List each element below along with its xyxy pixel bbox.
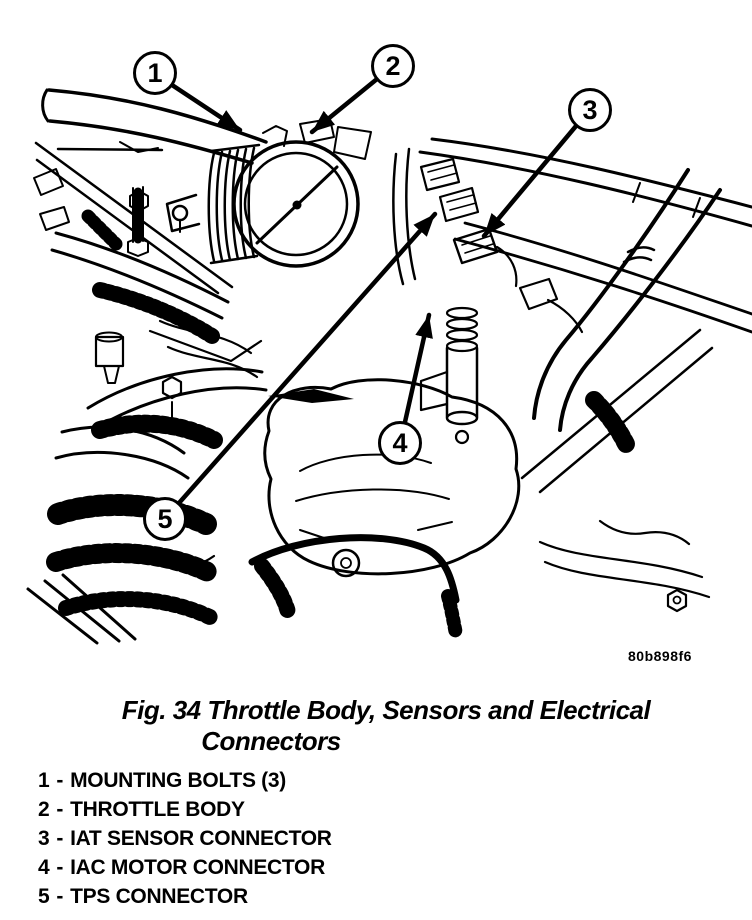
image-code: 80b898f6 — [628, 648, 692, 664]
legend-item-4-number: 4 — [38, 856, 50, 879]
callout-4-number: 4 — [392, 427, 408, 458]
callout-4 — [378, 421, 422, 465]
callout-3 — [568, 88, 612, 132]
legend-item-2-number: 2 — [38, 798, 50, 821]
legend-separator: - — [56, 856, 64, 879]
callout-2-number: 2 — [385, 50, 401, 81]
figure-caption-line-2: Connectors — [201, 726, 341, 756]
legend-item-4 — [38, 853, 332, 882]
corner-hatch — [28, 575, 135, 643]
callout-3-number: 3 — [582, 94, 598, 125]
legend-separator: - — [56, 885, 64, 908]
legend-list — [38, 766, 332, 911]
legend-item-2 — [38, 795, 332, 824]
callout-1-number: 1 — [147, 57, 163, 88]
alternator-ribs — [56, 369, 266, 619]
legend-item-3-label: IAT SENSOR CONNECTOR — [70, 827, 332, 850]
bottom-right-wires — [540, 521, 709, 611]
callout-leaders — [172, 79, 576, 503]
callout-1 — [133, 51, 177, 95]
legend-item-4-label: IAC MOTOR CONNECTOR — [70, 856, 325, 879]
callout-2 — [371, 44, 415, 88]
legend-separator: - — [56, 798, 64, 821]
legend-item-3-number: 3 — [38, 827, 50, 850]
throttle-body — [167, 119, 371, 266]
figure-caption-line-1: Fig. 34 Throttle Body, Sensors and Electrical — [121, 695, 651, 725]
legend-item-5-number: 5 — [38, 885, 50, 908]
callout-5-number: 5 — [157, 503, 173, 534]
iac-motor — [421, 308, 477, 443]
callout-5 — [143, 497, 187, 541]
legend-item-5 — [38, 882, 332, 911]
mid-pipes — [455, 223, 752, 492]
legend-item-1-number: 1 — [38, 769, 50, 792]
legend-item-3 — [38, 824, 332, 853]
legend-separator: - — [56, 827, 64, 850]
legend-item-2-label: THROTTLE BODY — [70, 798, 245, 821]
legend-item-5-label: TPS CONNECTOR — [70, 885, 248, 908]
legend-item-1-label: MOUNTING BOLTS (3) — [70, 769, 286, 792]
leader-arrow-4 — [405, 315, 429, 422]
leader-arrow-2 — [312, 79, 377, 132]
legend-item-1 — [38, 766, 332, 795]
leader-arrow-3 — [484, 126, 576, 236]
legend-separator: - — [56, 769, 64, 792]
